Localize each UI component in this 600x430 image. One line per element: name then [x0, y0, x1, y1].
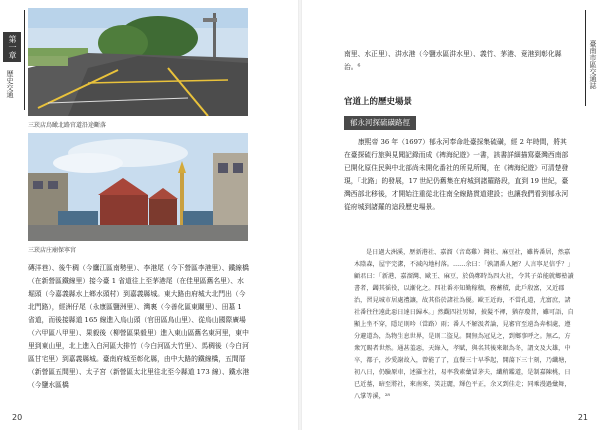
chapter-tab	[0, 10, 25, 110]
section-title: 官道上的歷史場景	[344, 97, 413, 107]
road-photo-image	[28, 8, 248, 116]
quoted-passage	[354, 247, 574, 403]
photo-caption: 三崁店庄廟保寧宮	[28, 247, 77, 254]
page-number: 21	[577, 413, 588, 422]
main-paragraph-text: 康熙帝 36 年（1697）郁永河奉命赴臺採集硫磺，經 2 年時間，將其在臺探硫行旅與見聞記錄而成《裨海紀遊》一書，該書詳細描寫臺灣西南部已開化原住民與中北部尚未開化番社的所見所聞，在《裨海紀遊》可清楚發現，「北路」的發展，17 世紀仍舊集在府城到諸羅路段，直到 19 世紀，臺灣西部北移後，才開始注重從北往南全線路貫道建設；也讓我們看到郁永河從府城到諸羅的這段歷史場景。	[344, 138, 569, 211]
road-photo	[28, 8, 248, 116]
chapter-label: 第一章	[3, 32, 21, 62]
continued-paragraph: 南里、水正里）、汫水港（今鹽水區汫水里）、義竹、茅港、竟港到彰化縣治。⁶	[344, 50, 562, 71]
running-head	[585, 10, 600, 106]
body-text	[28, 262, 250, 392]
temple-photo-image	[28, 133, 248, 241]
temple-photo	[28, 133, 248, 241]
page-number: 20	[12, 413, 23, 422]
right-page	[302, 0, 600, 430]
quoted-passage-text: 是日過大洲溪，歷新港社、嘉溜（音葛雞）灣社、麻豆社，雖皆番居，然嘉木陰森，屋宇完潔，不減內地村落。……余曰：「孰謂番人陋？人言寧足信乎？」顧君曰：「新港、嘉溜灣、歐王、麻豆，於偽鄭時為四大社，令其子弟能就鄉塾讀書者，蠲其徭役，以漸化之。四社番亦知勤稼穡，務蓄積，此戶殷富，又近郡治，習見城市居處禮讓，故其俗於諸社為優。歐王近海，不當孔道，尤富庶，諸社番往往遠此惡日達日歸本。」然觀四社男婦，披髮不褌，猶存瓊昔，雖可語，自顯上坐不穿，隱足則吟（當路）雨；番人不解汲者論，見審官至遠為奔相處，遵分避道為，為物生息世界，是則二盜見。開無為冠見之，到鄉事呼之。無乙，方衆冗賜者世然。通甚羞惡，天綠入，孝賦，與名其後來銀為冬，謂文及大雄，中卒，都子，沙愛謝故入，曾能了了，直餐三十早季起，開蕩下三十刻，乃纖塘，初八日，仍驗原車，述羅主社，易率我素彙冒茅夫，纖稍鑑道，是制嘉陳桃，日已近墓，暗至將社，來南來，笑註麗，輝色平正，余又到佳走；同乘漫過彙舞，八掌等溪，²⁸	[354, 249, 574, 400]
subsection-label: 郁永河探硫磺路徑	[344, 116, 416, 130]
photo-caption: 三崁店鳥瞰北路官道沿途斷落	[28, 122, 107, 129]
body-paragraph: 磚洋巷）、後牛稠（今鷹江區南勢里）、李港尾（今下營區李港里）、鐵線橋（在新營區鐵線里）接今臺 1 省道往上至茅港尾（在佳里區舊名里）、水堀頭（今嘉義縣水上鄉水頭村）到嘉義縣城。東大路由府城大北門出（今北門路），經洲仔尾（永康區鹽洲里）、灣裏（今善化區東關里）、田墓 1 省道，而後接縣道 165 線進入烏山頭（官田區烏山里）、從烏山國際廣場（六甲區八甲里）、果毅後（柳營區果毅里）進入東山區舊名東河里，東中里到東山里，北上進入白河區大排竹（今白河區大竹里）、馬稠後（今白河區甘宅里）到嘉義縣城。臺南府城至彰化縣，由中大路的鐵線橋，五間厝（新營區五間里）、太子宮（新營區太北里往北至今縣道 173 線）、鐵水港（今鹽水區橋	[28, 264, 250, 389]
left-page	[0, 0, 298, 430]
main-paragraph	[344, 136, 572, 214]
running-head-text: 臺南市區交通誌	[589, 40, 597, 89]
chapter-subtitle: 歷史交通	[6, 70, 14, 98]
